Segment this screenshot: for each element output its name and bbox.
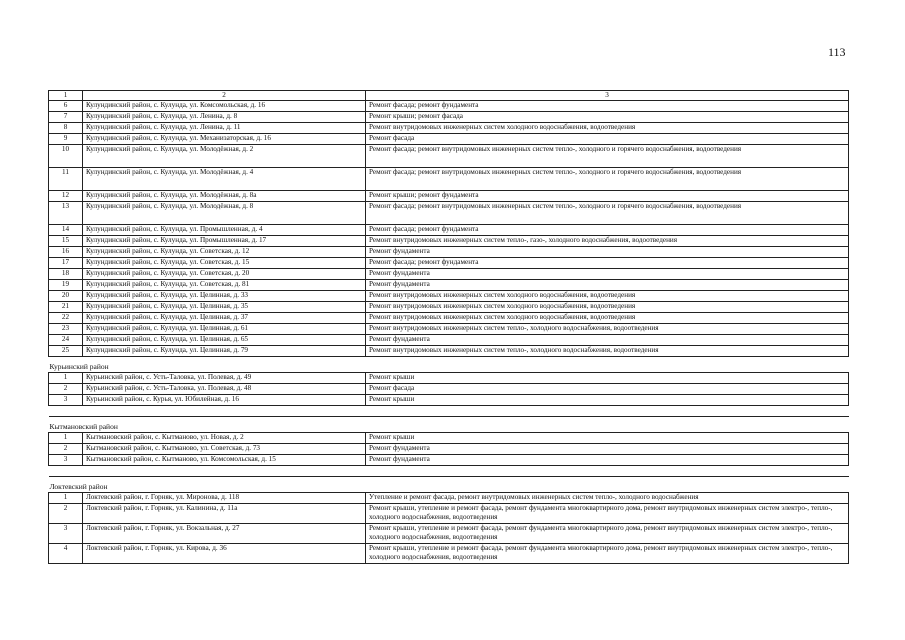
row-work: Ремонт фасада — [366, 134, 849, 145]
row-work: Утепление и ремонт фасада, ремонт внутридомовых инженерных систем тепло-, холодного водоснабжения — [366, 493, 849, 504]
row-number: 23 — [49, 324, 83, 335]
table-row — [49, 444, 849, 455]
table-row — [49, 346, 849, 357]
table-row — [49, 112, 849, 123]
row-address: Локтевский район, г. Горняк, ул. Калинина, д. 11а — [83, 504, 366, 524]
table-row — [49, 202, 849, 225]
row-work: Ремонт внутридомовых инженерных систем холодного водоснабжения, водоотведения — [366, 291, 849, 302]
row-work: Ремонт фасада — [366, 384, 849, 395]
row-address: Кулундинский район, с. Кулунда, ул. Молодёжная, д. 4 — [83, 168, 366, 191]
row-number: 24 — [49, 335, 83, 346]
row-address: Кулундинский район, с. Кулунда, ул. Промышленная, д. 17 — [83, 236, 366, 247]
row-address: Курьинский район, с. Усть-Таловка, ул. Полевая, д. 48 — [83, 384, 366, 395]
row-address: Кулундинский район, с. Кулунда, ул. Целинная, д. 79 — [83, 346, 366, 357]
row-work: Ремонт крыши — [366, 395, 849, 406]
row-address: Кулундинский район, с. Кулунда, ул. Молодёжная, д. 8 — [83, 202, 366, 225]
row-address: Кулундинский район, с. Кулунда, ул. Целинная, д. 65 — [83, 335, 366, 346]
row-address: Кулундинский район, с. Кулунда, ул. Ленина, д. 8 — [83, 112, 366, 123]
row-address: Кулундинский район, с. Кулунда, ул. Промышленная, д. 4 — [83, 225, 366, 236]
row-work: Ремонт внутридомовых инженерных систем холодного водоснабжения, водоотведения — [366, 302, 849, 313]
row-address: Кулундинский район, с. Кулунда, ул. Советская, д. 12 — [83, 247, 366, 258]
table-row — [49, 504, 849, 524]
row-number: 3 — [49, 395, 83, 406]
row-work: Ремонт фундамента — [366, 455, 849, 466]
table-row — [49, 384, 849, 395]
row-work: Ремонт внутридомовых инженерных систем тепло-, холодного водоснабжения, водоотведения — [366, 346, 849, 357]
header-row — [49, 91, 849, 101]
row-work: Ремонт фундамента — [366, 269, 849, 280]
row-work: Ремонт крыши, утепление и ремонт фасада, ремонт фундамента многоквартирного дома, ремонт внутридомовых инженерных систем электро-, тепло-, холодного водоснабжения, водоотведения — [366, 544, 849, 564]
row-number: 17 — [49, 258, 83, 269]
row-number: 22 — [49, 313, 83, 324]
section-heading-row — [49, 477, 849, 493]
row-address: Кытмановский район, с. Кытманово, ул. Новая, д. 2 — [83, 433, 366, 444]
table-row — [49, 123, 849, 134]
row-address: Локтевский район, г. Горняк, ул. Миронова, д. 118 — [83, 493, 366, 504]
row-address: Кулундинский район, с. Кулунда, ул. Комсомольская, д. 16 — [83, 101, 366, 112]
table-row — [49, 191, 849, 202]
row-number: 3 — [49, 524, 83, 544]
table-row — [49, 101, 849, 112]
row-address: Кулундинский район, с. Кулунда, ул. Целинная, д. 33 — [83, 291, 366, 302]
table-row — [49, 291, 849, 302]
table-row — [49, 258, 849, 269]
row-number: 21 — [49, 302, 83, 313]
row-address: Локтевский район, г. Горняк, ул. Вокзальная, д. 27 — [83, 524, 366, 544]
row-address: Курьинский район, с. Усть-Таловка, ул. Полевая, д. 49 — [83, 373, 366, 384]
row-work: Ремонт крыши — [366, 373, 849, 384]
row-address: Кытмановский район, с. Кытманово, ул. Комсомольская, д. 15 — [83, 455, 366, 466]
row-number: 8 — [49, 123, 83, 134]
row-work: Ремонт крыши; ремонт фундамента — [366, 191, 849, 202]
row-work: Ремонт крыши — [366, 433, 849, 444]
row-number: 20 — [49, 291, 83, 302]
row-number: 18 — [49, 269, 83, 280]
row-number: 25 — [49, 346, 83, 357]
row-number: 15 — [49, 236, 83, 247]
row-work: Ремонт крыши; ремонт фасада — [366, 112, 849, 123]
row-address: Кулундинский район, с. Кулунда, ул. Советская, д. 20 — [83, 269, 366, 280]
section-heading: Кытмановский район — [49, 417, 849, 433]
table-row — [49, 145, 849, 168]
row-number: 2 — [49, 444, 83, 455]
row-address: Кулундинский район, с. Кулунда, ул. Советская, д. 15 — [83, 258, 366, 269]
repair-table — [48, 90, 849, 564]
row-address: Кулундинский район, с. Кулунда, ул. Советская, д. 81 — [83, 280, 366, 291]
row-number: 13 — [49, 202, 83, 225]
table-row — [49, 269, 849, 280]
table-row — [49, 247, 849, 258]
row-number: 3 — [49, 455, 83, 466]
section-heading-row — [49, 357, 849, 373]
table-row — [49, 280, 849, 291]
row-number: 9 — [49, 134, 83, 145]
row-address: Кулундинский район, с. Кулунда, ул. Молодёжная, д. 8а — [83, 191, 366, 202]
spacer-cell — [49, 406, 849, 417]
row-work: Ремонт фундамента — [366, 335, 849, 346]
row-work: Ремонт фасада; ремонт внутридомовых инженерных систем тепло-, холодного и горячего водоснабжения, водоотведения — [366, 145, 849, 168]
header-col-2: 2 — [83, 91, 366, 101]
row-address: Локтевский район, г. Горняк, ул. Кирова, д. 36 — [83, 544, 366, 564]
row-address: Кулундинский район, с. Кулунда, ул. Целинная, д. 61 — [83, 324, 366, 335]
row-address: Кулундинский район, с. Кулунда, ул. Молодёжная, д. 2 — [83, 145, 366, 168]
row-work: Ремонт внутридомовых инженерных систем холодного водоснабжения, водоотведения — [366, 313, 849, 324]
spacer-row — [49, 466, 849, 477]
table-row — [49, 236, 849, 247]
row-work: Ремонт внутридомовых инженерных систем холодного водоснабжения, водоотведения — [366, 123, 849, 134]
row-number: 6 — [49, 101, 83, 112]
row-work: Ремонт фасада; ремонт внутридомовых инженерных систем тепло-, холодного и горячего водоснабжения, водоотведения — [366, 202, 849, 225]
header-col-1: 1 — [49, 91, 83, 101]
table-row — [49, 395, 849, 406]
section-heading-row — [49, 417, 849, 433]
row-number: 2 — [49, 384, 83, 395]
row-number: 12 — [49, 191, 83, 202]
table-row — [49, 335, 849, 346]
table-row — [49, 433, 849, 444]
row-number: 2 — [49, 504, 83, 524]
repair-table-sheet — [48, 90, 848, 564]
row-address: Кулундинский район, с. Кулунда, ул. Целинная, д. 37 — [83, 313, 366, 324]
row-work: Ремонт фасада; ремонт внутридомовых инженерных систем тепло-, холодного и горячего водоснабжения, водоотведения — [366, 168, 849, 191]
table-row — [49, 225, 849, 236]
row-number: 1 — [49, 433, 83, 444]
row-work: Ремонт фундамента — [366, 444, 849, 455]
row-number: 1 — [49, 373, 83, 384]
table-row — [49, 324, 849, 335]
table-row — [49, 373, 849, 384]
row-work: Ремонт крыши, утепление и ремонт фасада, ремонт фундамента многоквартирного дома, ремонт внутридомовых инженерных систем электро-, тепло-, холодного водоснабжения, водоотведения — [366, 504, 849, 524]
row-work: Ремонт внутридомовых инженерных систем тепло-, газо-, холодного водоснабжения, водоотведения — [366, 236, 849, 247]
spacer-cell — [49, 466, 849, 477]
row-address: Кулундинский район, с. Кулунда, ул. Механизаторская, д. 16 — [83, 134, 366, 145]
row-work: Ремонт фасада; ремонт фундамента — [366, 258, 849, 269]
page-number: 113 — [828, 45, 846, 59]
header-col-3: 3 — [366, 91, 849, 101]
spacer-row — [49, 406, 849, 417]
table-row — [49, 168, 849, 191]
row-work: Ремонт фундамента — [366, 247, 849, 258]
row-number: 11 — [49, 168, 83, 191]
row-number: 4 — [49, 544, 83, 564]
row-work: Ремонт фасада; ремонт фундамента — [366, 101, 849, 112]
row-work: Ремонт внутридомовых инженерных систем тепло-, холодного водоснабжения, водоотведения — [366, 324, 849, 335]
row-work: Ремонт фундамента — [366, 280, 849, 291]
row-number: 14 — [49, 225, 83, 236]
row-number: 1 — [49, 493, 83, 504]
table-row — [49, 524, 849, 544]
row-address: Кытмановский район, с. Кытманово, ул. Советская, д. 73 — [83, 444, 366, 455]
table-row — [49, 302, 849, 313]
table-row — [49, 544, 849, 564]
section-heading: Локтевский район — [49, 477, 849, 493]
row-number: 7 — [49, 112, 83, 123]
table-row — [49, 455, 849, 466]
row-number: 19 — [49, 280, 83, 291]
table-row — [49, 493, 849, 504]
table-row — [49, 134, 849, 145]
row-address: Кулундинский район, с. Кулунда, ул. Ленина, д. 11 — [83, 123, 366, 134]
row-address: Кулундинский район, с. Кулунда, ул. Целинная, д. 35 — [83, 302, 366, 313]
row-address: Курьинский район, с. Курья, ул. Юбилейная, д. 16 — [83, 395, 366, 406]
row-work: Ремонт крыши, утепление и ремонт фасада, ремонт фундамента многоквартирного дома, ремонт внутридомовых инженерных систем электро-, тепло-, холодного водоснабжения, водоотведения — [366, 524, 849, 544]
row-number: 10 — [49, 145, 83, 168]
section-heading: Курьинский район — [49, 357, 849, 373]
table-row — [49, 313, 849, 324]
row-work: Ремонт фасада; ремонт фундамента — [366, 225, 849, 236]
row-number: 16 — [49, 247, 83, 258]
